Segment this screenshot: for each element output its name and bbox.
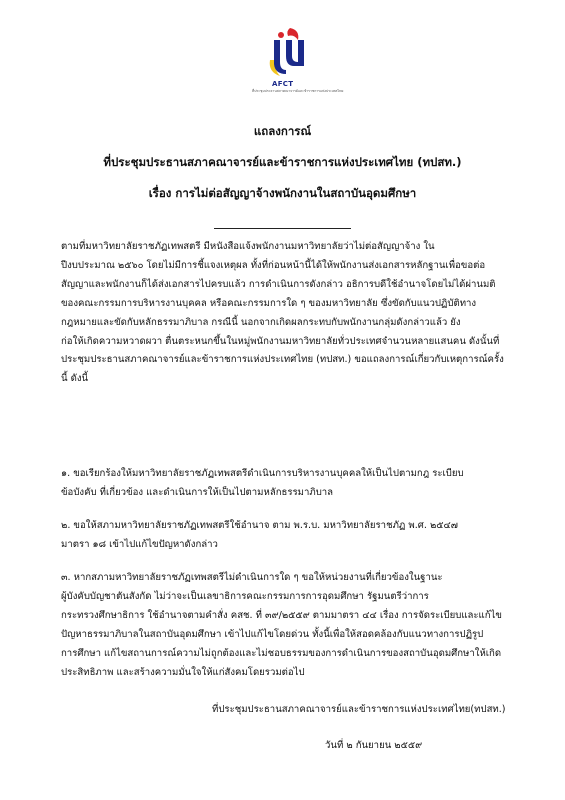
point-line: การศึกษา แก้ไขสถานการณ์ความไม่ถูกต้องและไม่ชอบธรรมของการดำเนินการของสถาบันอุดมศึกษาให้เกิด [61,647,502,659]
signature-organization: ที่ประชุมประธานสภาคณาจารย์และข้าราชการแห่งประเทศไทย(ทปสท.) [212,704,506,715]
intro-line: ปีงบประมาณ ๒๕๖๐ โดยไม่มีการชี้แจงเหตุผล ทั้งที่ก่อนหน้านี้ได้ให้พนักงานส่งเอกสารหลักฐานเพื่อขอต่อ [61,259,486,271]
intro-line: ประชุมประธานสภาคณาจารย์และข้าราชการแห่งประเทศไทย (ทปสท.) ขอแถลงการณ์เกี่ยวกับเหตุการณ์ครั้ง [61,354,504,366]
point-line: ๑. ขอเรียกร้องให้มหาวิทยาลัยราชภัฏเทพสตรีดำเนินการบริหารงานบุคคลให้เป็นไปตามกฎ ระเบียบ [61,468,464,479]
point-line: มาตรา ๑๘ เข้าไปแก้ไขปัญหาดังกล่าว [61,538,218,550]
logo-blue-letter-right [286,40,304,66]
logo-red-dot [278,32,284,38]
point-line: ข้อบังคับ ที่เกี่ยวข้อง และดำเนินการให้เป็นไปตามหลักธรรมาภิบาล [61,486,334,498]
afct-logo-mark [266,26,306,82]
signature-date: วันที่ ๒ กันยายน ๒๕๕๙ [325,740,423,751]
intro-paragraph [61,238,511,389]
point-line: ๓. หากสภามหาวิทยาลัยราชภัฏเทพสตรีไม่ดำเนินการใด ๆ ขอให้หน่วยงานที่เกี่ยวข้องในฐานะ [61,572,443,583]
intro-line: ตามที่มหาวิทยาลัยราชภัฏเทพสตรี มีหนังสือแจ้งพนักงานมหาวิทยาลัยว่าไม่ต่อสัญญาจ้าง ใน [61,241,435,252]
intro-line: สัญญาและพนักงานก็ได้ส่งเอกสารไปครบแล้ว การดำเนินการดังกล่าว อธิการบดีใช้อำนาจโดยไม่ได้ผ่านมติ [61,278,496,290]
logo-subtitle: ที่ประชุมประธานสภาคณาจารย์และข้าราชการแห่งประเทศไทย [252,89,344,93]
logo-letters: AFCT [272,80,294,88]
point-line: กระทรวงศึกษาธิการ ใช้อำนาจตามคำสั่ง คสช. ที่ ๓๙/๒๕๕๙ ตามมาตรา ๔๔ เรื่อง การจัดระเบียบและแก้ไข [61,609,502,621]
point-line: ประสิทธิภาพ และสร้างความมั่นใจให้แก่สังคมโดยรวมต่อไป [61,666,305,678]
point-line: ปัญหาธรรมาภิบาลในสถาบันอุดมศึกษา เข้าไปแก้ไขโดยด่วน ทั้งนี้เพื่อให้สอดคล้องกับแนวทางการปฏิรูป [61,628,484,640]
heading-divider [214,228,351,229]
demand-point-1 [61,465,511,503]
document-type-heading: แถลงการณ์ [253,124,312,138]
intro-line: กฎหมายและขัดกับหลักธรรมาภิบาล กรณีนี้ นอกจากเกิดผลกระทบกับพนักงานกลุ่มดังกล่าวแล้ว ยัง [61,316,461,328]
demand-point-3 [61,569,511,682]
intro-line: ของคณะกรรมการบริหารงานบุคคล หรือคณะกรรมการใด ๆ ของมหาวิทยาลัย ซึ่งขัดกับแนวปฏิบัติทาง [61,297,477,309]
point-line: ๒. ขอให้สภามหาวิทยาลัยราชภัฏเทพสตรีใช้อำนาจ ตาม พ.ร.บ. มหาวิทยาลัยราชภัฏ พ.ศ. ๒๕๔๗ [61,520,459,531]
demand-point-2 [61,517,511,555]
point-line: ผู้บังคับบัญชาตันสังกัด ไม่ว่าจะเป็นเลขาธิการคณะกรรมการการอุดมศึกษา รัฐมนตรีว่าการ [61,590,429,602]
intro-line: ก่อให้เกิดความหวาดผวา ตื่นตระหนกขึ้นในหมู่พนักงานมหาวิทยาลัยทั่วประเทศจำนวนหลายแสนคน ดังนั้นที่ [61,335,500,347]
organization-heading: ที่ประชุมประธานสภาคณาจารย์และข้าราชการแห่งประเทศไทย (ทปสท.) [103,155,462,169]
logo-red-flame [287,28,298,40]
subject-heading: เรื่อง การไม่ต่อสัญญาจ้างพนักงานในสถาบันอุดมศึกษา [148,186,417,200]
intro-line: นี้ ดังนี้ [61,373,89,385]
logo-blue-letter-left [274,40,286,74]
